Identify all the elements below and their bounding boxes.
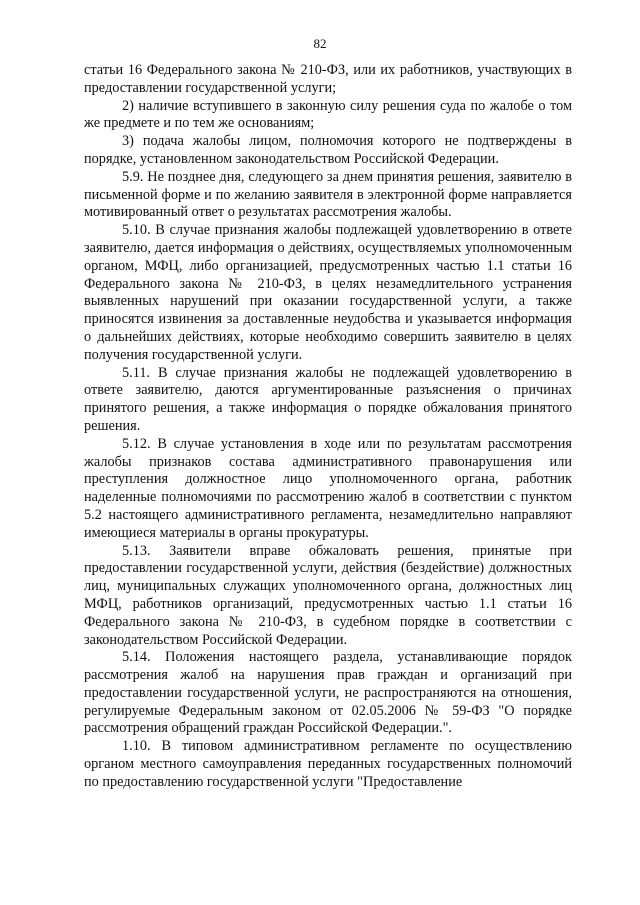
paragraph-5-11: 5.11. В случае признания жалобы не подлежащей удовлетворению в ответе заявителю, даются аргументированные разъяснения о причинах принятого решения, а также информация о порядке обжалования принятого решения. bbox=[84, 364, 572, 434]
paragraph-5-10: 5.10. В случае признания жалобы подлежащей удовлетворению в ответе заявителю, дается информация о действиях, осуществляемых уполномоченным органом, МФЦ, либо организацией, предусмотренных частью 1.1 статьи 16 Федерального закона № 210-ФЗ, в целях незамедлительного устранения выявленных нарушений при оказании государственной услуги, а также приносятся извинения за доставленные неудобства и указывается информация о дальнейших действиях, которые необходимо совершить заявителю в целях получения государственной услуги. bbox=[84, 222, 572, 363]
paragraph-5-9: 5.9. Не позднее дня, следующего за днем принятия решения, заявителю в письменной форме и по желанию заявителя в электронной форме направляется мотивированный ответ о результатах рассмотрения жалобы. bbox=[84, 168, 572, 221]
paragraph: статьи 16 Федерального закона № 210-ФЗ, или их работников, участвующих в предоставлении государственной услуги; bbox=[84, 62, 572, 96]
paragraph-5-12: 5.12. В случае установления в ходе или по результатам рассмотрения жалобы признаков состава административного правонарушения или преступления должностное лицо уполномоченного органа, работник наделенные полномочиями по рассмотрению жалоб в соответствии с пунктом 5.2 настоящего административного регламента, незамедлительно направляют имеющиеся материалы в органы прокуратуры. bbox=[84, 435, 572, 541]
paragraph-5-14: 5.14. Положения настоящего раздела, устанавливающие порядок рассмотрения жалоб на нарушения прав граждан и организаций при предоставлении государственной услуги, не распространяются на отношения, регулируемые Федеральным законом от 02.05.2006 № 59-ФЗ "О порядке рассмотрения обращений граждан Российской Федерации.". bbox=[84, 649, 572, 737]
paragraph-5-13: 5.13. Заявители вправе обжаловать решения, принятые при предоставлении государственной услуги, действия (бездействие) должностных лиц, муниципальных служащих уполномоченного органа, должностных лиц МФЦ, работников организаций, предусмотренных частью 1.1 статьи 16 Федерального закона № 210-ФЗ, в судебном порядке в соответствии с законодательством Российской Федерации. bbox=[84, 542, 572, 648]
page-number: 82 bbox=[313, 36, 327, 51]
paragraph: 3) подача жалобы лицом, полномочия которого не подтверждены в порядке, установленном законодательством Российской Федерации. bbox=[84, 133, 572, 167]
paragraph: 2) наличие вступившего в законную силу решения суда по жалобе о том же предмете и по тем же основаниям; bbox=[84, 97, 572, 132]
paragraph-1-10: 1.10. В типовом административном регламенте по осуществлению органом местного самоуправления переданных государственных полномочий по предоставлению государственной услуги "Предоставление bbox=[84, 738, 572, 790]
document-body bbox=[84, 62, 572, 792]
